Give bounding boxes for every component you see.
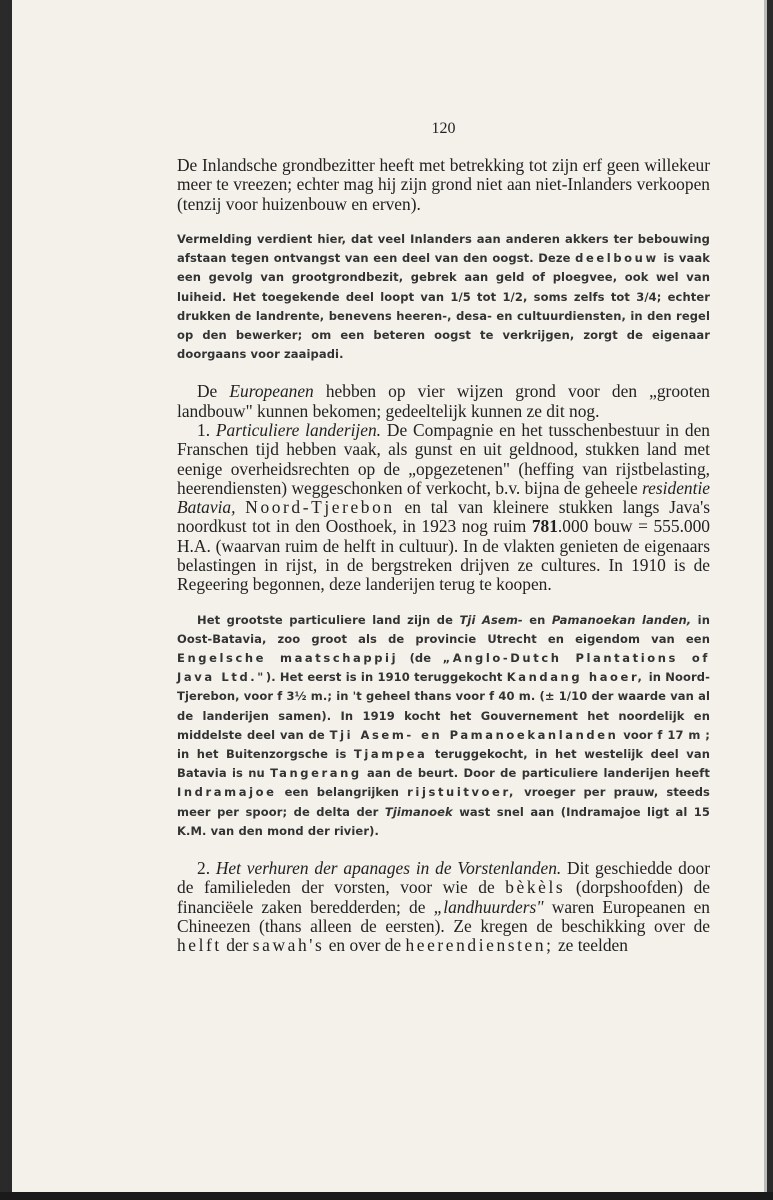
book-page: [12, 0, 767, 1200]
paragraph-apanages: 2. Het verhuren der apanages in de Vorstenlanden. Dit geschiedde door de familieleden der vorsten, voor wie de bèkèls (dorpshoofden) de financiëele zaken beredderden; de „landhuurders" waren Europeanen en Chineezen (thans alleen de eersten). Ze kregen de beschikking over de helft der sawah's en over de heerendiensten; ze teelden: [177, 858, 710, 956]
heading-apanages: Het verhuren der apanages in de Vorstenlanden.: [215, 858, 562, 879]
number-781: 781: [531, 516, 558, 537]
term-deelbouw: deelbouw: [575, 251, 659, 266]
term-europeanen: Europeanen: [229, 381, 314, 402]
note-deelbouw: Vermelding verdient hier, dat veel Inlanders aan anderen akkers ter bebouwing afstaan tegen ontvangst van een deel van den oogst. Deze deelbouw is vaak een gevolg van grootgrondbezit, gebrek aan geld of ploegvee, ook wel van luiheid. Het toegekende deel loopt van 1/5 tot 1/2, soms zelfs tot 3/4; echter drukken de landrente, benevens heeren-, desa- en cultuurdiensten, in den regel op den bewerker; om een beteren oogst te verkrijgen, zorgt de eigenaar doorgaans voor zaaipadi.: [177, 231, 710, 362]
paragraph-europeanen: De Europeanen hebben op vier wijzen grond voor den „grooten landbouw" kunnen bekomen; gedeeltelijk kunnen ze dit nog.: [177, 381, 710, 421]
paragraph-inlandsche-grondbezitter: De Inlandsche grondbezitter heeft met betrekking tot zijn erf geen willekeur meer te vreezen; echter mag hij zijn grond niet aan niet-Inlanders verkoopen (tenzij voor huizenbouw en erven).: [177, 155, 710, 214]
scan-edge: [0, 1192, 773, 1200]
heading-particuliere-landerijen: Particuliere landerijen.: [215, 419, 382, 440]
page-number: 120: [431, 120, 456, 137]
term-noord-tjerebon: Noord-Tjerebon: [245, 497, 395, 518]
paragraph-particuliere-landerijen: 1. Particuliere landerijen. De Compagnie en het tusschenbestuur in den Franschen tijd hebben vaak, als gunst en uit geldnood, stukken land met eenige overheidsrechten op de „opgezetenen" (heffing van rijstbelasting, heerendiensten) weggeschonken of verkocht, b.v. bijna de geheele residentie Batavia, Noord-Tjerebon en tal van kleinere stukken langs Java's noordkust tot in den Oosthoek, in 1923 nog ruim 781.000 bouw = 555.000 H.A. (waarvan ruim de helft in cultuur). In de vlakten genieten de eigenaars belastingen in rijst, in de bergstreken drijven ze cultures. In 1910 is de Regeering begonnen, deze landerijen terug te koopen.: [177, 419, 710, 595]
page-content: [177, 120, 710, 956]
term-residentie-batavia: residentie Batavia,: [177, 477, 710, 518]
note-tji-asem: Het grootste particuliere land zijn de Tji Asem- en Pamanoekan landen, in Oost-Batavia, zoo groot als de provincie Utrecht en eigendom van een Engelsche maatschappij (de „Anglo-Dutch Plantations of Java Ltd."). Het eerst is in 1910 teruggekocht Kandang haoer, in Noord-Tjerebon, voor f 3½ m.; in 't geheel thans voor f 40 m. (± 1/10 der waarde van al de landerijen samen). In 1919 kocht het Gouvernement het noordelijk en middelste deel van de Tji Asem- en Pamanoekanlanden voor f 17 m ; in het Buitenzorgsche is Tjampea teruggekocht, in het westelijk deel van Batavia is nu Tangerang aan de beurt. Door de particuliere landerijen heeft Indramajoe een belangrijken rijstuitvoer, vroeger per prauw, steeds meer per spoor; de delta der Tjimanoek wast snel aan (Indramajoe ligt al 15 K.M. van den mond der rivier).: [177, 612, 711, 838]
